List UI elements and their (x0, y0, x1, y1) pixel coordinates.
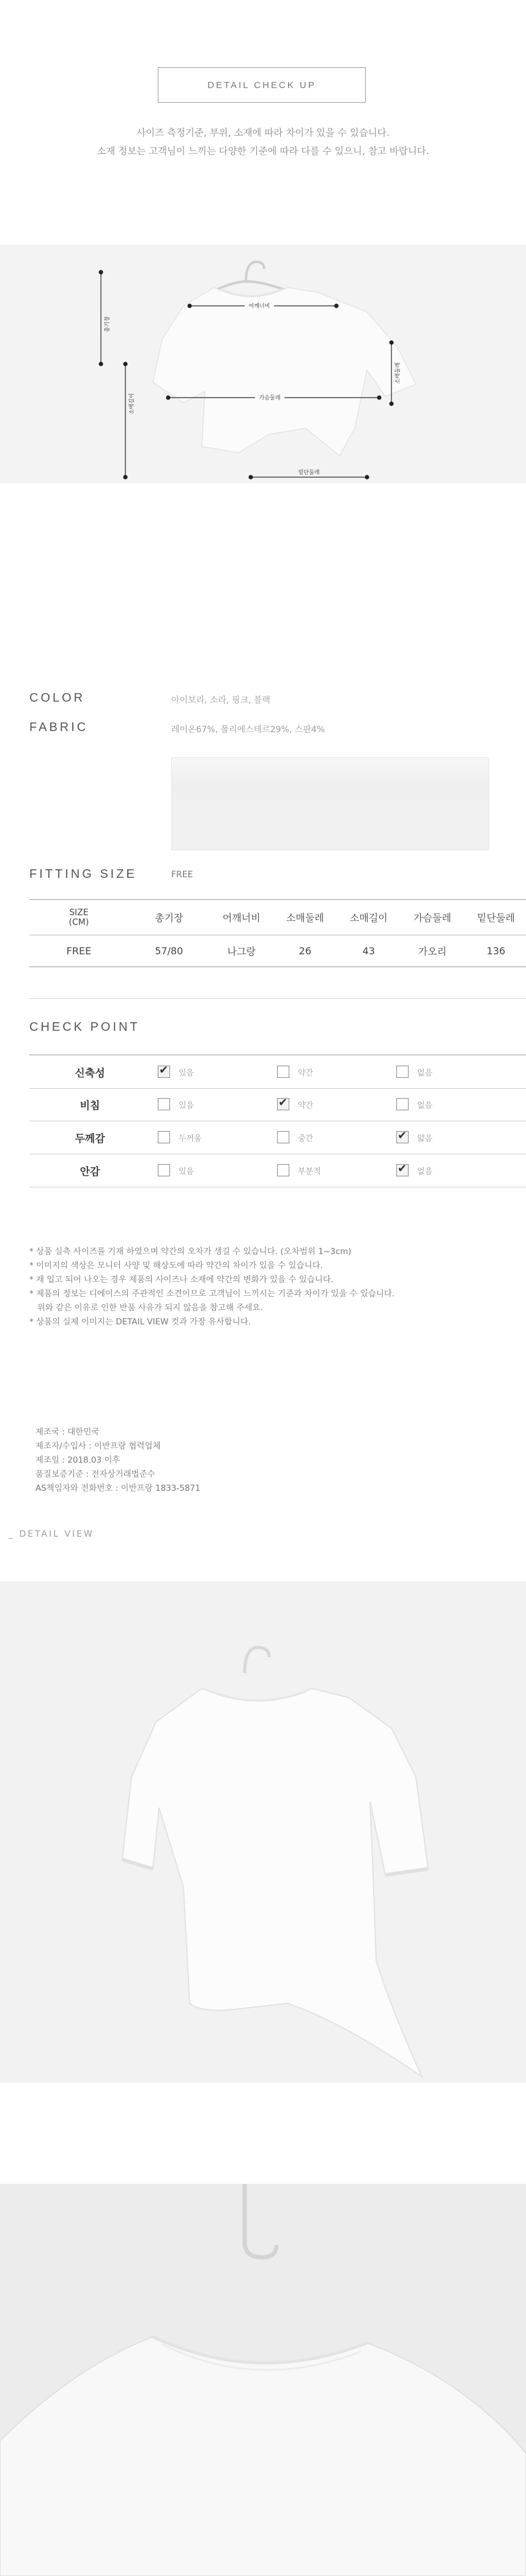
check-point-option[interactable] (277, 1164, 384, 1176)
size-header-size: SIZE (CM) (29, 900, 128, 935)
checkmark-icon: ✔ (398, 1129, 407, 1142)
note-line: * 상품의 실제 이미지는 DETAIL VIEW 컷과 가장 유사합니다. (29, 1317, 251, 1327)
size-cell: 43 (337, 935, 401, 967)
check-point-option[interactable] (396, 1098, 503, 1110)
label-length: 총기장 (105, 316, 111, 333)
checkbox[interactable] (396, 1098, 409, 1110)
mfg-line: 제조국 : 대한민국 (35, 1427, 100, 1437)
check-point-option[interactable] (277, 1098, 384, 1110)
check-point-option[interactable] (277, 1066, 384, 1078)
checkbox[interactable] (277, 1066, 289, 1078)
size-table (29, 899, 526, 967)
notes-block (29, 1245, 394, 1329)
note-line: * 제품의 정보는 디에이스의 주관적인 소견이므로 고객님이 느끼시는 기준과 차이가 있을 수 있습니다. (29, 1289, 395, 1299)
intro-line-1: 사이즈 측정기준, 부위, 소재에 따라 차이가 있을 수 있습니다. (136, 127, 390, 138)
detail-check-up-title: DETAIL CHECK UP (158, 67, 366, 103)
fitting-size-label: FITTING SIZE (29, 867, 137, 881)
size-cell: 26 (273, 935, 337, 967)
measurement-diagram (0, 245, 526, 483)
size-header-length: 총기장 (128, 900, 210, 935)
checkbox[interactable] (158, 1164, 170, 1176)
check-point-option[interactable] (396, 1066, 503, 1078)
check-point-option-label: 얇음 (417, 1134, 433, 1143)
size-header-shoulder: 어깨너비 (210, 900, 273, 935)
mfg-line: AS책임자와 전화번호 : 이반프랑 1833-5871 (35, 1483, 201, 1493)
check-point-name: 두께감 (75, 1132, 105, 1145)
garment-closeup (0, 2337, 526, 2576)
check-point-option[interactable] (396, 1164, 503, 1176)
check-point-option-label: 없음 (417, 1101, 433, 1110)
checkbox-checked[interactable] (158, 1066, 170, 1078)
check-point-row (29, 1088, 526, 1121)
note-line: * 이미지의 색상은 모니터 사양 및 해상도에 따라 약간의 차이가 있을 수 있습니다. (29, 1261, 323, 1271)
check-point-option-label: 약간 (298, 1068, 314, 1078)
divider (29, 998, 526, 999)
check-point-option[interactable] (277, 1131, 384, 1143)
check-point-option-label: 있음 (179, 1101, 194, 1110)
note-line: 위와 같은 이유로 인한 반품 사유가 되지 않음을 참고해 주세요. (29, 1303, 263, 1313)
garment-shape (153, 288, 416, 456)
checkbox[interactable] (396, 1066, 409, 1078)
detail-view-label: _ DETAIL VIEW (9, 1529, 94, 1539)
size-header-chest: 가슴둘레 (401, 900, 464, 935)
size-header-sleeve: 소매길이 (337, 900, 401, 935)
manufacturer-info (35, 1425, 201, 1496)
check-point-option-label: 없음 (417, 1167, 433, 1176)
check-point-option[interactable] (396, 1131, 503, 1143)
checkbox-checked[interactable] (396, 1131, 409, 1143)
size-header-hem: 밑단둘레 (464, 900, 526, 935)
check-point-label: CHECK POINT (29, 1020, 140, 1034)
check-point-option[interactable] (158, 1164, 265, 1176)
intro-line-2: 소재 정보는 고객님이 느끼는 다양한 기준에 따라 다를 수 있으니, 참고 바랍니다. (97, 146, 429, 157)
check-point-name: 안감 (80, 1165, 100, 1178)
garment-photo (122, 1688, 428, 2077)
check-point-option[interactable] (158, 1098, 265, 1110)
check-point-name: 비침 (80, 1099, 100, 1112)
note-line: * 재 입고 되어 나오는 경우 제품의 사이즈나 소재에 약간의 변화가 있을 수 있습니다. (29, 1275, 334, 1285)
checkbox[interactable] (158, 1131, 170, 1143)
fabric-swatch-image (171, 757, 489, 850)
fitting-size-value: FREE (171, 870, 193, 880)
hanger-icon (245, 2184, 276, 2257)
fabric-label: FABRIC (29, 721, 89, 734)
detail-photo-full (0, 1581, 526, 2083)
mfg-line: 제조자/수입사 : 이반프랑 협력업체 (35, 1441, 161, 1451)
mfg-line: 품질보증기준 : 전자상거래법준수 (35, 1469, 155, 1479)
size-table-header (29, 900, 526, 935)
size-cell: FREE (29, 935, 128, 967)
label-armhole: 소매둘레 (395, 362, 401, 384)
check-point-option[interactable] (158, 1131, 265, 1143)
table-row (29, 935, 526, 967)
check-point-option[interactable] (158, 1066, 265, 1078)
color-value: 아이보리, 소라, 핑크, 블랙 (171, 696, 270, 705)
detail-photo-closeup (0, 2184, 526, 2576)
label-chest: 가슴둘레 (259, 395, 281, 401)
check-point-row (29, 1055, 526, 1089)
note-line: * 상품 실측 사이즈를 기재 하였으며 약간의 오차가 생길 수 있습니다. (오차범위 1~3cm) (29, 1247, 352, 1256)
size-header-armhole: 소매둘레 (273, 900, 337, 935)
label-sleeve: 소매길이 (129, 393, 135, 415)
size-cell: 57/80 (128, 935, 210, 967)
check-point-option-label: 없음 (417, 1068, 433, 1078)
check-point-option-label: 두꺼움 (179, 1134, 202, 1143)
mfg-line: 제조일 : 2018.03 이후 (35, 1455, 120, 1465)
hanger-icon (245, 1647, 269, 1673)
check-point-row (29, 1121, 526, 1154)
size-cell: 가오리 (401, 935, 464, 967)
checkbox-checked[interactable] (396, 1164, 409, 1176)
check-point-option-label: 중간 (298, 1134, 314, 1143)
fabric-value: 레이온67%, 폴리에스테르29%, 스판4% (171, 725, 325, 735)
checkbox[interactable] (158, 1098, 170, 1110)
check-point-option-label: 약간 (298, 1101, 314, 1110)
checkmark-icon: ✔ (278, 1096, 288, 1109)
check-point-option-label: 부분적 (298, 1167, 321, 1176)
check-point-option-label: 있음 (179, 1167, 194, 1176)
checkbox-checked[interactable] (277, 1098, 289, 1110)
checkbox[interactable] (277, 1131, 289, 1143)
check-point-row (29, 1154, 526, 1187)
checkmark-icon: ✔ (159, 1064, 169, 1077)
size-cell: 136 (464, 935, 526, 967)
checkmark-icon: ✔ (398, 1162, 407, 1175)
check-point-option-label: 있음 (179, 1068, 194, 1078)
check-point-name: 신축성 (75, 1067, 105, 1080)
label-shoulder: 어깨너비 (248, 303, 270, 310)
checkbox[interactable] (277, 1164, 289, 1176)
size-cell: 나그랑 (210, 935, 273, 967)
label-hem: 밑단둘레 (298, 470, 320, 476)
color-label: COLOR (29, 691, 86, 705)
